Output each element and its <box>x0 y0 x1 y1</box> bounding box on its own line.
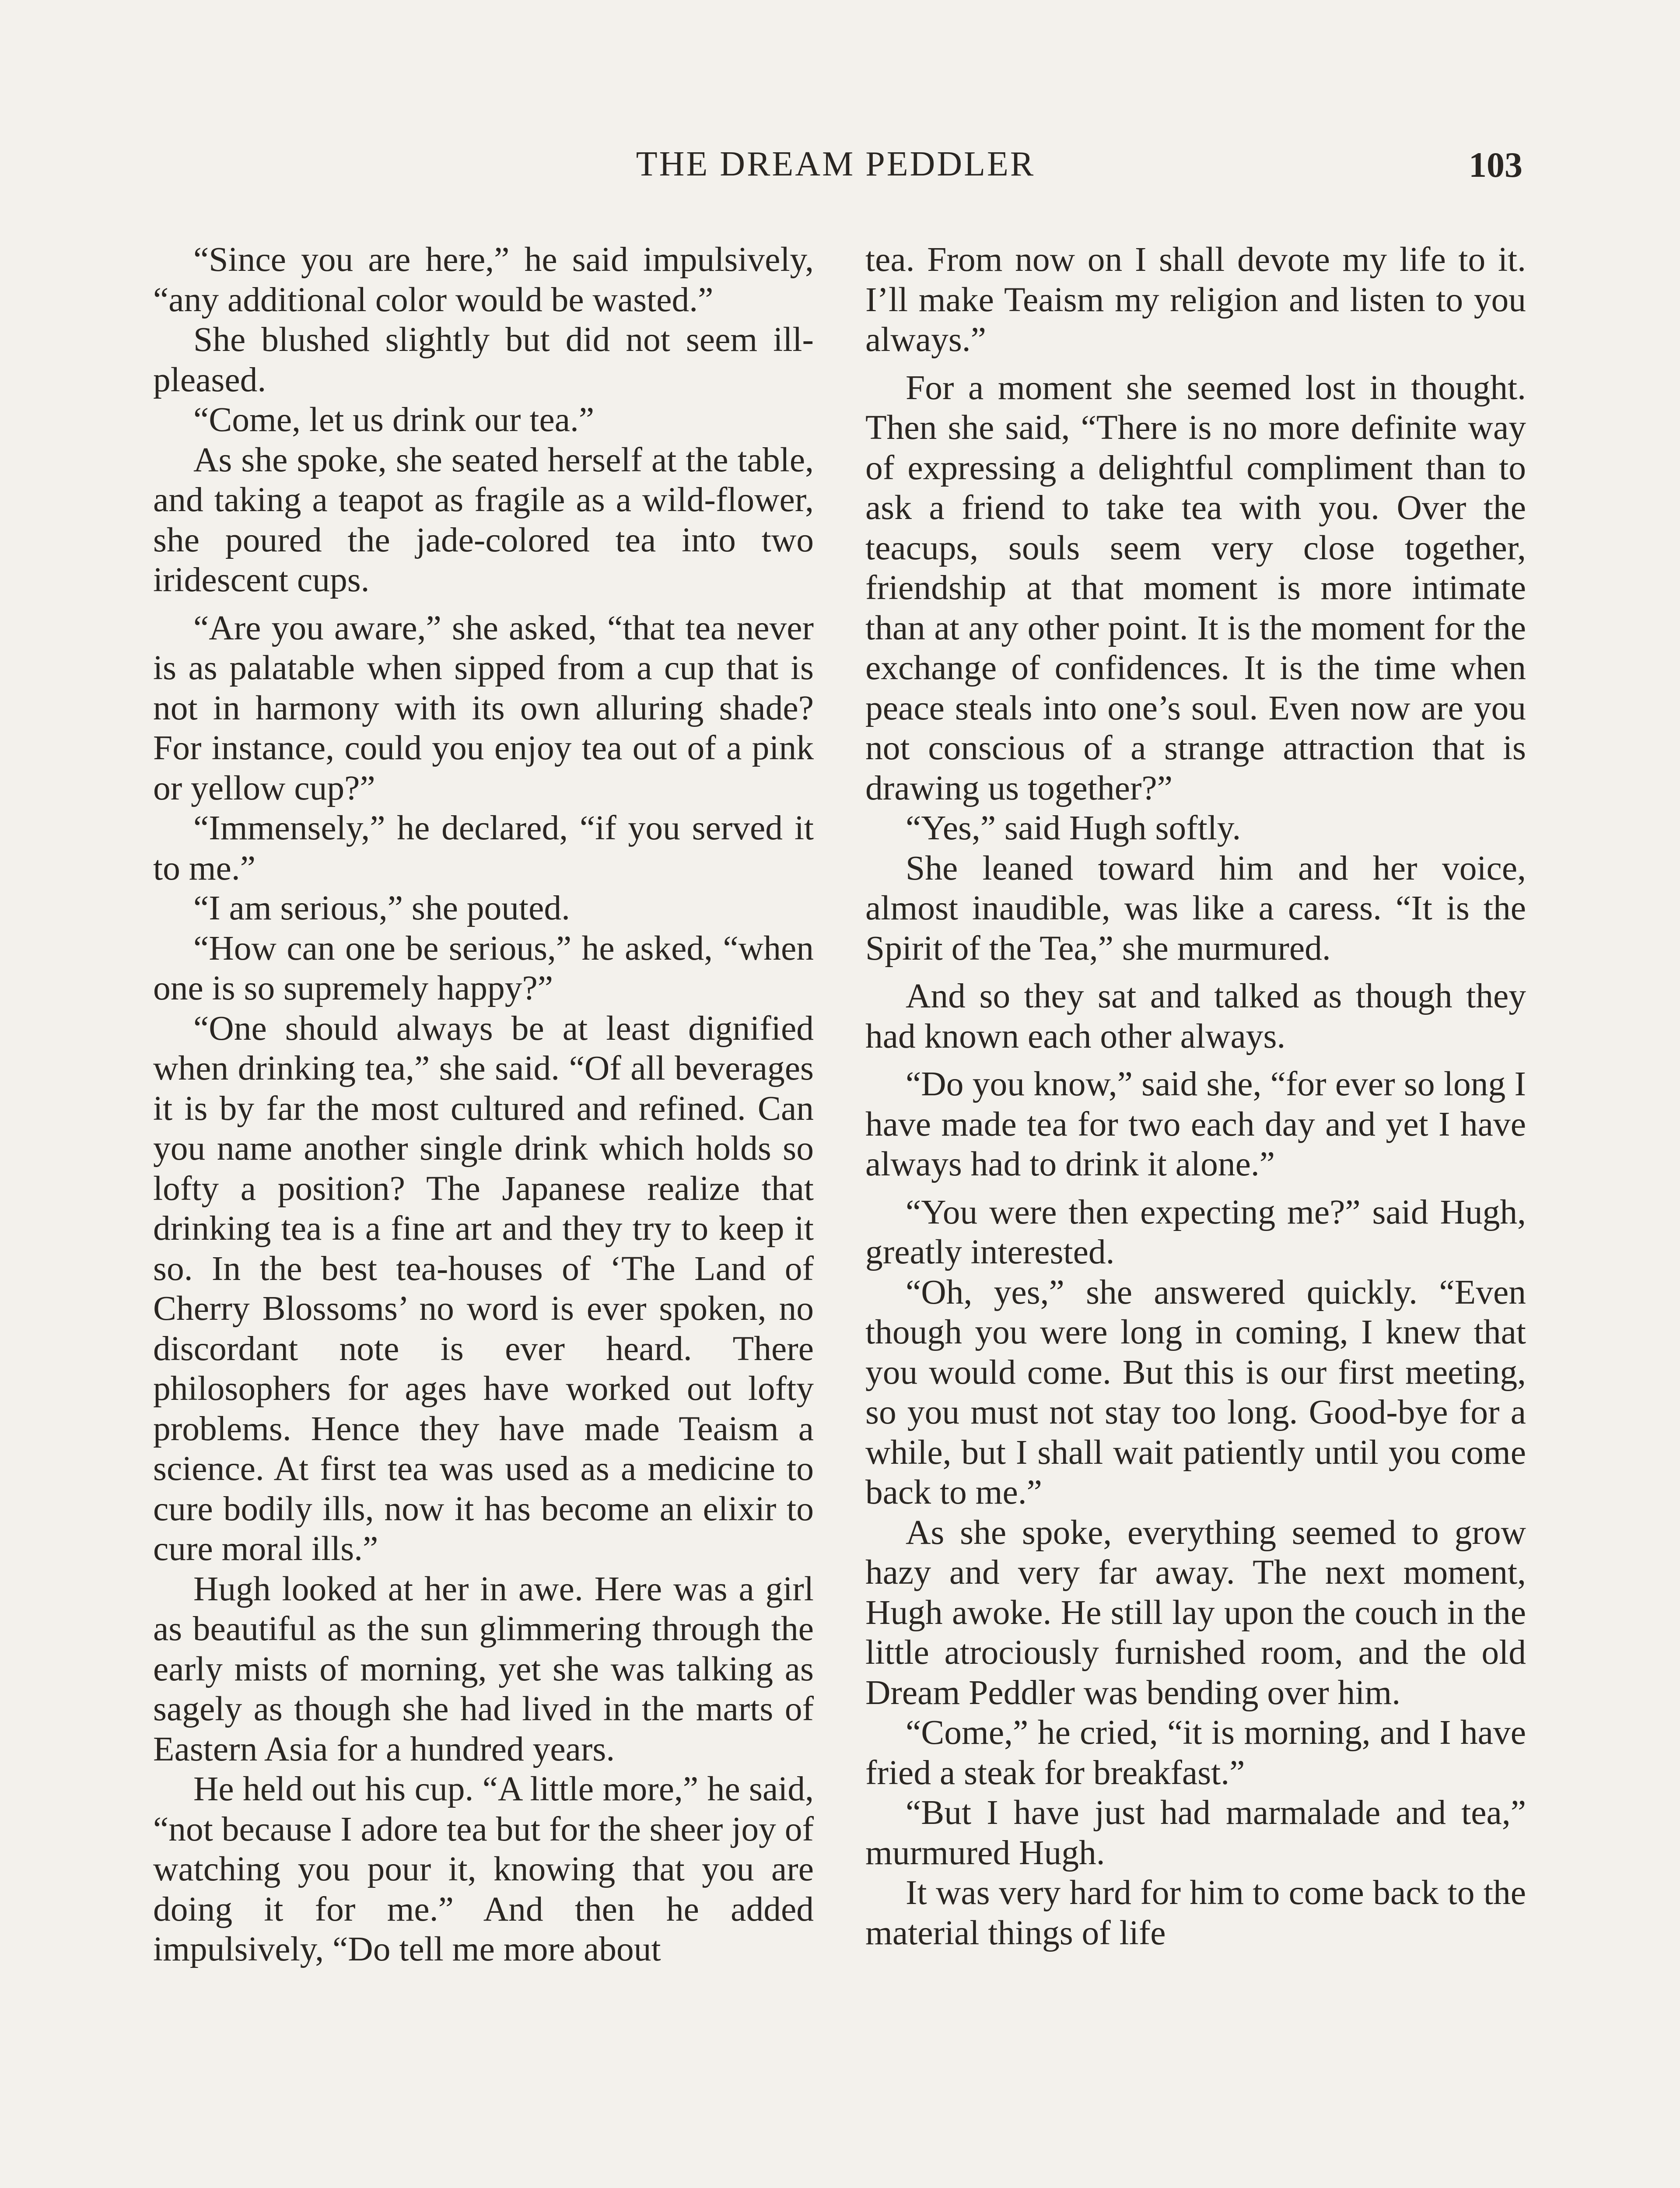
paragraph: She leaned toward him and her voice, almost inaudible, was like a caress. “It is the Spirit of the Tea,” she murmured. <box>865 849 1526 968</box>
paragraph: “Yes,” said Hugh softly. <box>906 809 1241 847</box>
paragraph: “Oh, yes,” she answered quickly. “Even though you were long in coming, I knew that you would come. But this is our first meeting, so you must not stay too long. Good-bye for a while, but I shall wait patiently until you come back to me.” <box>865 1273 1526 1511</box>
paragraph: “Do you know,” said she, “for ever so long I have made tea for two each day and yet I have always had to drink it alone.” <box>865 1065 1526 1183</box>
paragraph: “But I have just had marmalade and tea,” murmured Hugh. <box>865 1793 1526 1872</box>
paragraph: She blushed slightly but did not seem ill-pleased. <box>153 320 814 399</box>
paragraph: “You were then expecting me?” said Hugh, greatly interested. <box>865 1192 1526 1271</box>
paragraph: “Are you aware,” she asked, “that tea never is as palatable when sipped from a cup that is not in harmony with its own alluring shade? For instance, could you enjoy tea out of a pink or yellow cup?” <box>153 608 814 807</box>
paragraph: And so they sat and talked as though they had known each other always. <box>865 977 1526 1055</box>
right-column <box>865 240 1526 1953</box>
paragraph: “How can one be serious,” he asked, “when one is so supremely happy?” <box>153 929 814 1007</box>
paragraph: As she spoke, everything seemed to grow hazy and very far away. The next moment, Hugh awoke. He still lay upon the couch in the little atrociously furnished room, and the old Dream Peddler was bending over him. <box>865 1513 1526 1712</box>
paragraph: “I am serious,” she pouted. <box>193 889 570 927</box>
paragraph: For a moment she seemed lost in thought. Then she said, “There is no more definite way of expressing a delightful compliment than to ask a friend to take tea with you. Over the teacups, souls seem very close together, friendship at that moment is more intimate than at any other point. It is the moment for the exchange of confidences. It is the time when peace steals into one’s soul. Even now are you not conscious of a strange attraction that is drawing us together?” <box>865 368 1526 807</box>
left-column <box>153 240 814 1970</box>
paragraph: “Immensely,” he declared, “if you served it to me.” <box>153 809 814 887</box>
page-number: 103 <box>1469 145 1522 185</box>
paragraph: “Since you are here,” he said impulsively, “any additional color would be wasted.” <box>153 240 814 319</box>
paragraph: “One should always be at least dignified when drinking tea,” she said. “Of all beverages it is by far the most cultured and refined. Can you name another single drink which holds so lofty a position? The Japanese realize that drinking tea is a fine art and they try to keep it so. In the best tea-houses of ‘The Land of Cherry Blossoms’ no word is ever spoken, no discordant note is ever heard. There philosophers for ages have worked out lofty problems. Hence they have made Teaism a science. At first tea was used as a medicine to cure bodily ills, now it has become an elixir to cure moral ills.” <box>153 1009 814 1568</box>
running-head <box>149 144 1522 197</box>
paragraph: It was very hard for him to come back to the material things of life <box>865 1873 1526 1952</box>
paragraph: As she spoke, she seated herself at the table, and taking a teapot as fragile as a wild-flower, she poured the jade-colored tea into two iridescent cups. <box>153 440 814 599</box>
paragraph: Hugh looked at her in awe. Here was a girl as beautiful as the sun glimmering through the early mists of morning, yet she was talking as sagely as though she had lived in the marts of Eastern Asia for a hundred years. <box>153 1569 814 1768</box>
paragraph: “Come, let us drink our tea.” <box>193 400 595 439</box>
running-title: THE DREAM PEDDLER <box>636 145 1036 183</box>
paragraph: “Come,” he cried, “it is morning, and I have fried a steak for breakfast.” <box>865 1713 1526 1792</box>
paragraph: He held out his cup. “A little more,” he said, “not because I adore tea but for the sheer joy of watching you pour it, knowing that you are doing it for me.” And then he added impulsively, “Do tell me more about <box>153 1770 814 1968</box>
paragraph: tea. From now on I shall devote my life to it. I’ll make Teaism my religion and listen to you always.” <box>865 240 1526 359</box>
